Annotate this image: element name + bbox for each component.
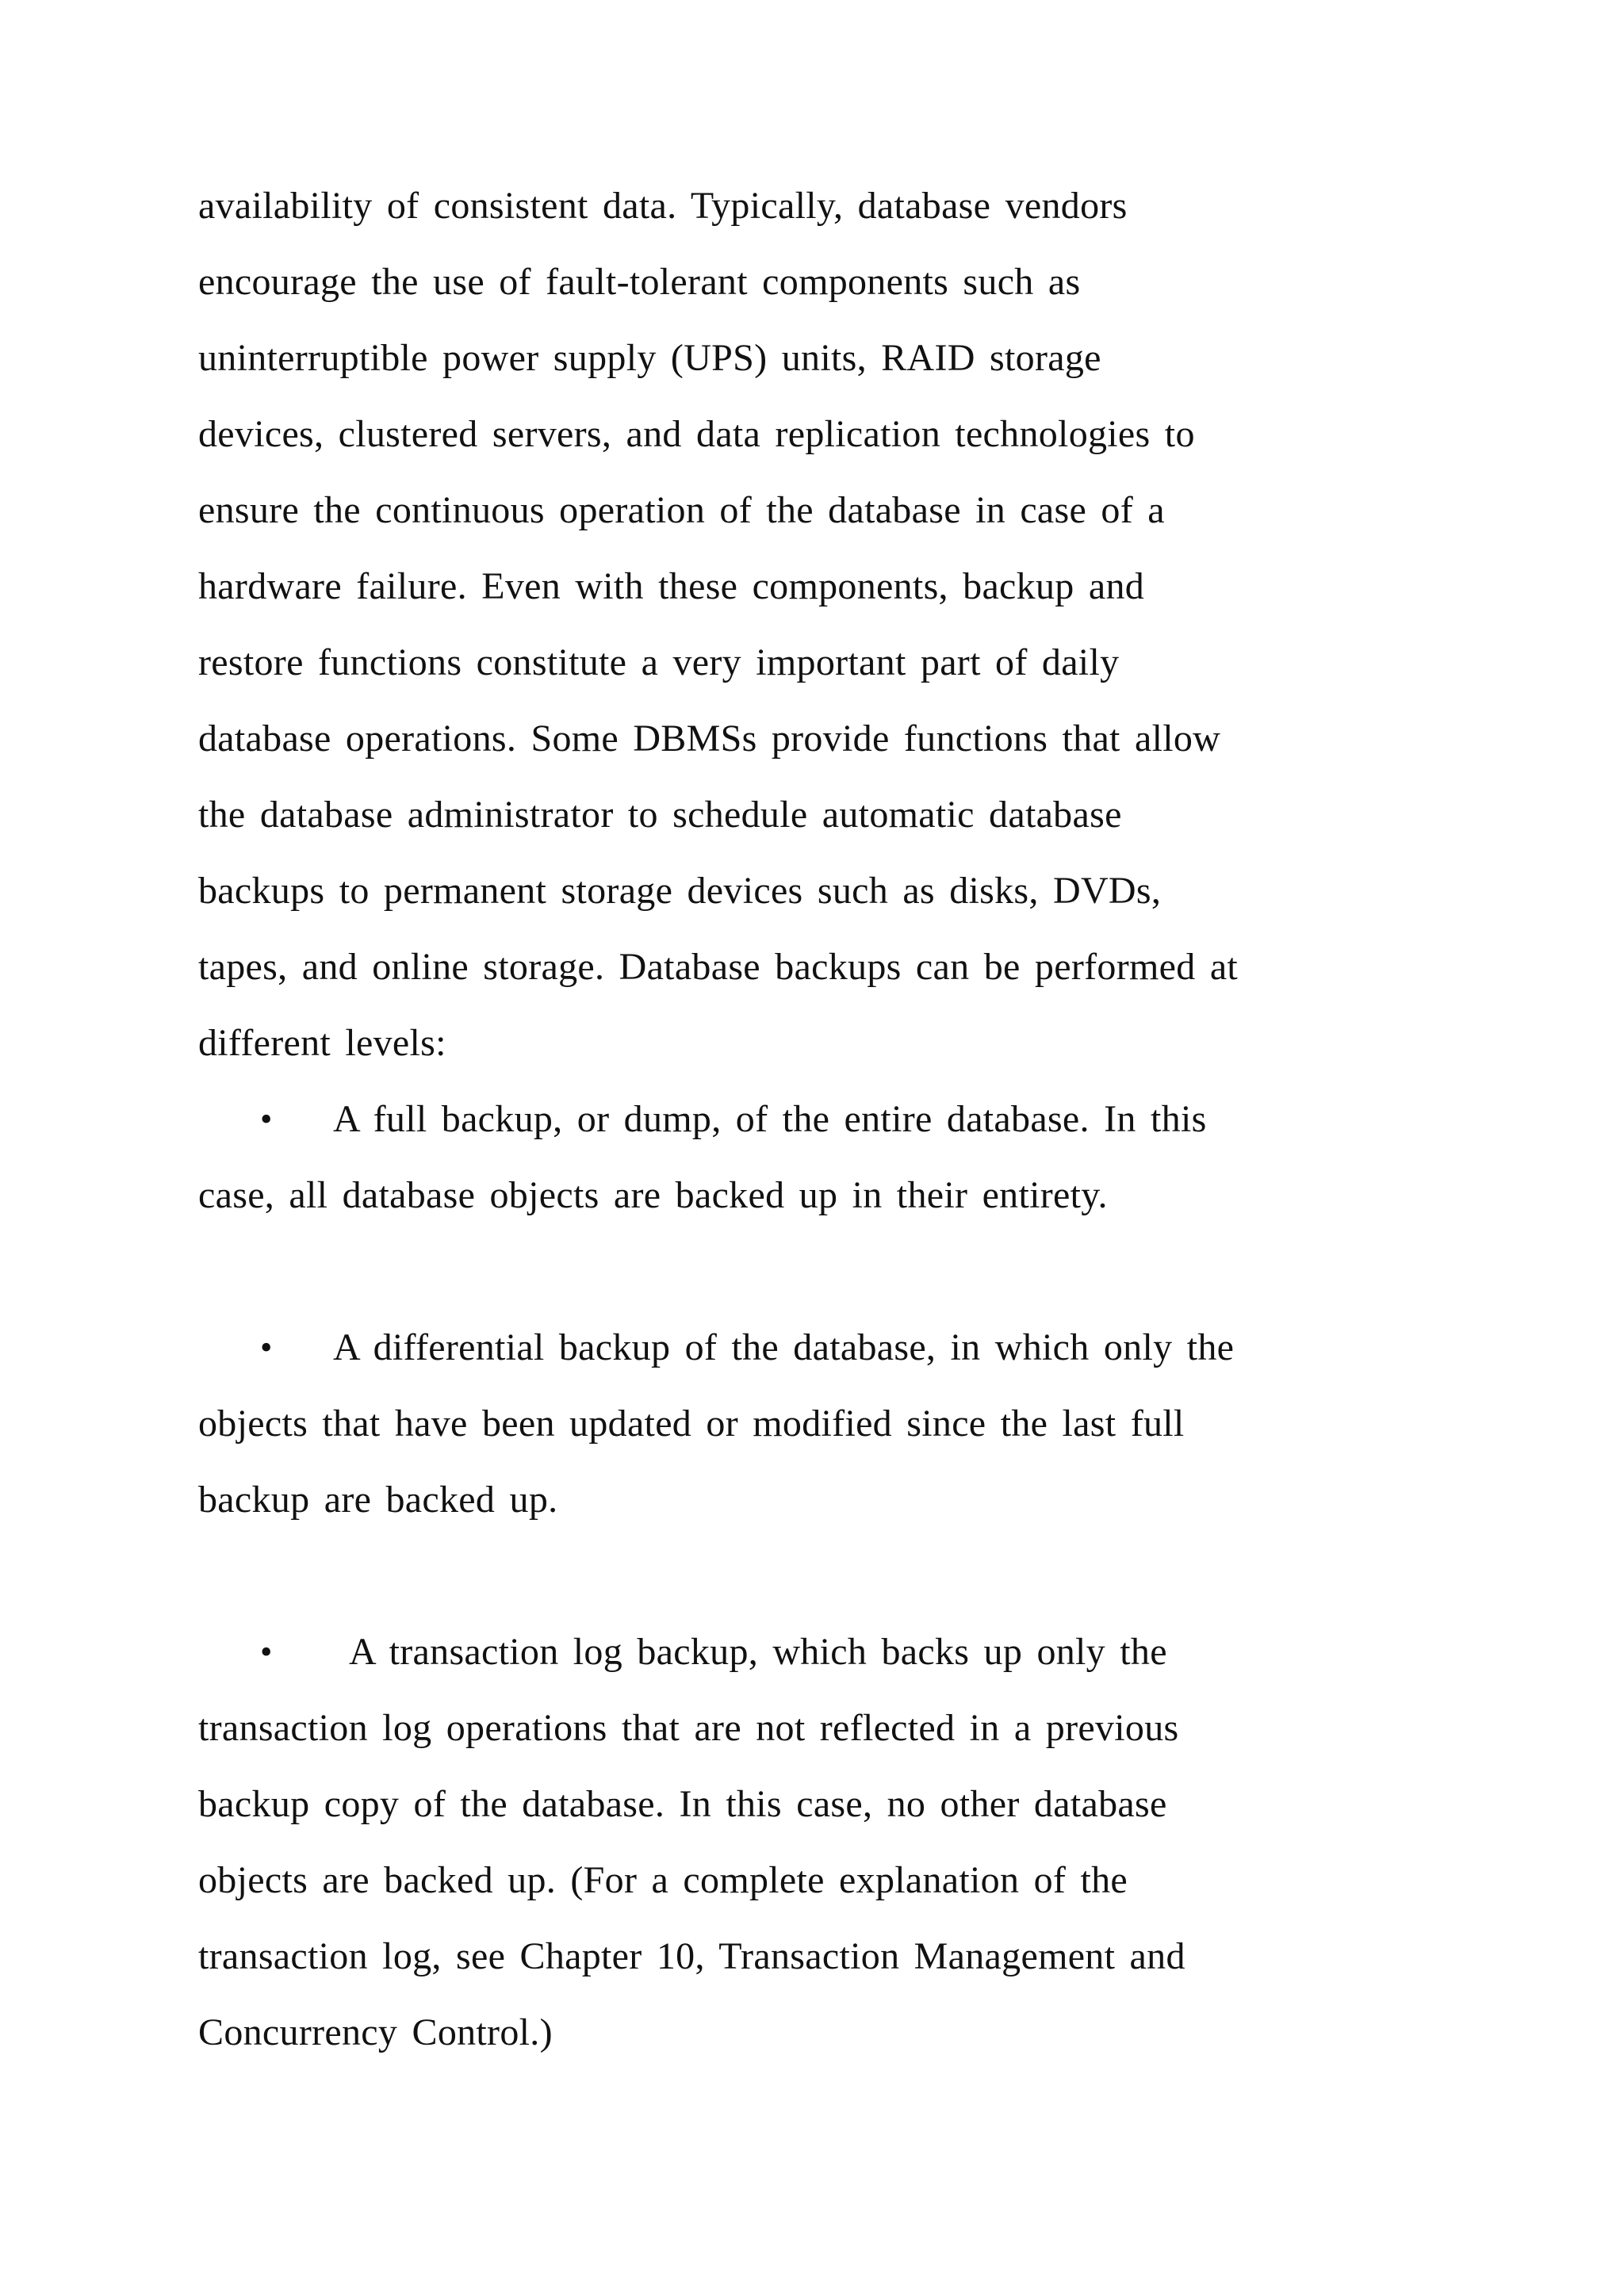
paragraph-line: uninterruptible power supply (UPS) units, RAID storage (198, 337, 1101, 379)
paragraph-line: devices, clustered servers, and data replication technologies to (198, 413, 1195, 455)
paragraph-line: restore functions constitute a very important part of daily (198, 641, 1120, 683)
paragraph-line: hardware failure. Even with these components, backup and (198, 565, 1145, 607)
paragraph-line: database operations. Some DBMSs provide functions that allow (198, 718, 1221, 760)
bullet-item-line: transaction log, see Chapter 10, Transaction Management and (198, 1935, 1185, 1977)
bullet-marker: • (260, 1100, 273, 1138)
paragraph-line: backups to permanent storage devices such as disks, DVDs, (198, 870, 1162, 912)
bullet-item-line: A full backup, or dump, of the entire database. In this (333, 1098, 1207, 1140)
bullet-item-line: objects that have been updated or modified since the last full (198, 1402, 1185, 1445)
bullet-item-line: backup copy of the database. In this case, no other database (198, 1783, 1167, 1825)
bullet-item-line: case, all database objects are backed up in their entirety. (198, 1174, 1108, 1216)
paragraph-line: the database administrator to schedule automatic database (198, 794, 1122, 836)
paragraph-line: encourage the use of fault-tolerant components such as (198, 261, 1081, 303)
bullet-item-line: A differential backup of the database, in which only the (333, 1326, 1235, 1368)
paragraph-line: different levels: (198, 1022, 446, 1064)
bullet-marker: • (260, 1328, 273, 1367)
paragraph-line: tapes, and online storage. Database backups can be performed at (198, 946, 1239, 988)
bullet-marker: • (260, 1632, 273, 1671)
bullet-item-line: backup are backed up. (198, 1479, 558, 1521)
bullet-item-line: objects are backed up. (For a complete explanation of the (198, 1859, 1128, 1901)
paragraph-line: availability of consistent data. Typically, database vendors (198, 185, 1128, 227)
paragraph-line: ensure the continuous operation of the database in case of a (198, 489, 1165, 531)
bullet-item-line: Concurrency Control.) (198, 2011, 553, 2053)
bullet-item-line: A transaction log backup, which backs up only the (349, 1631, 1167, 1673)
bullet-item-line: transaction log operations that are not reflected in a previous (198, 1707, 1179, 1749)
